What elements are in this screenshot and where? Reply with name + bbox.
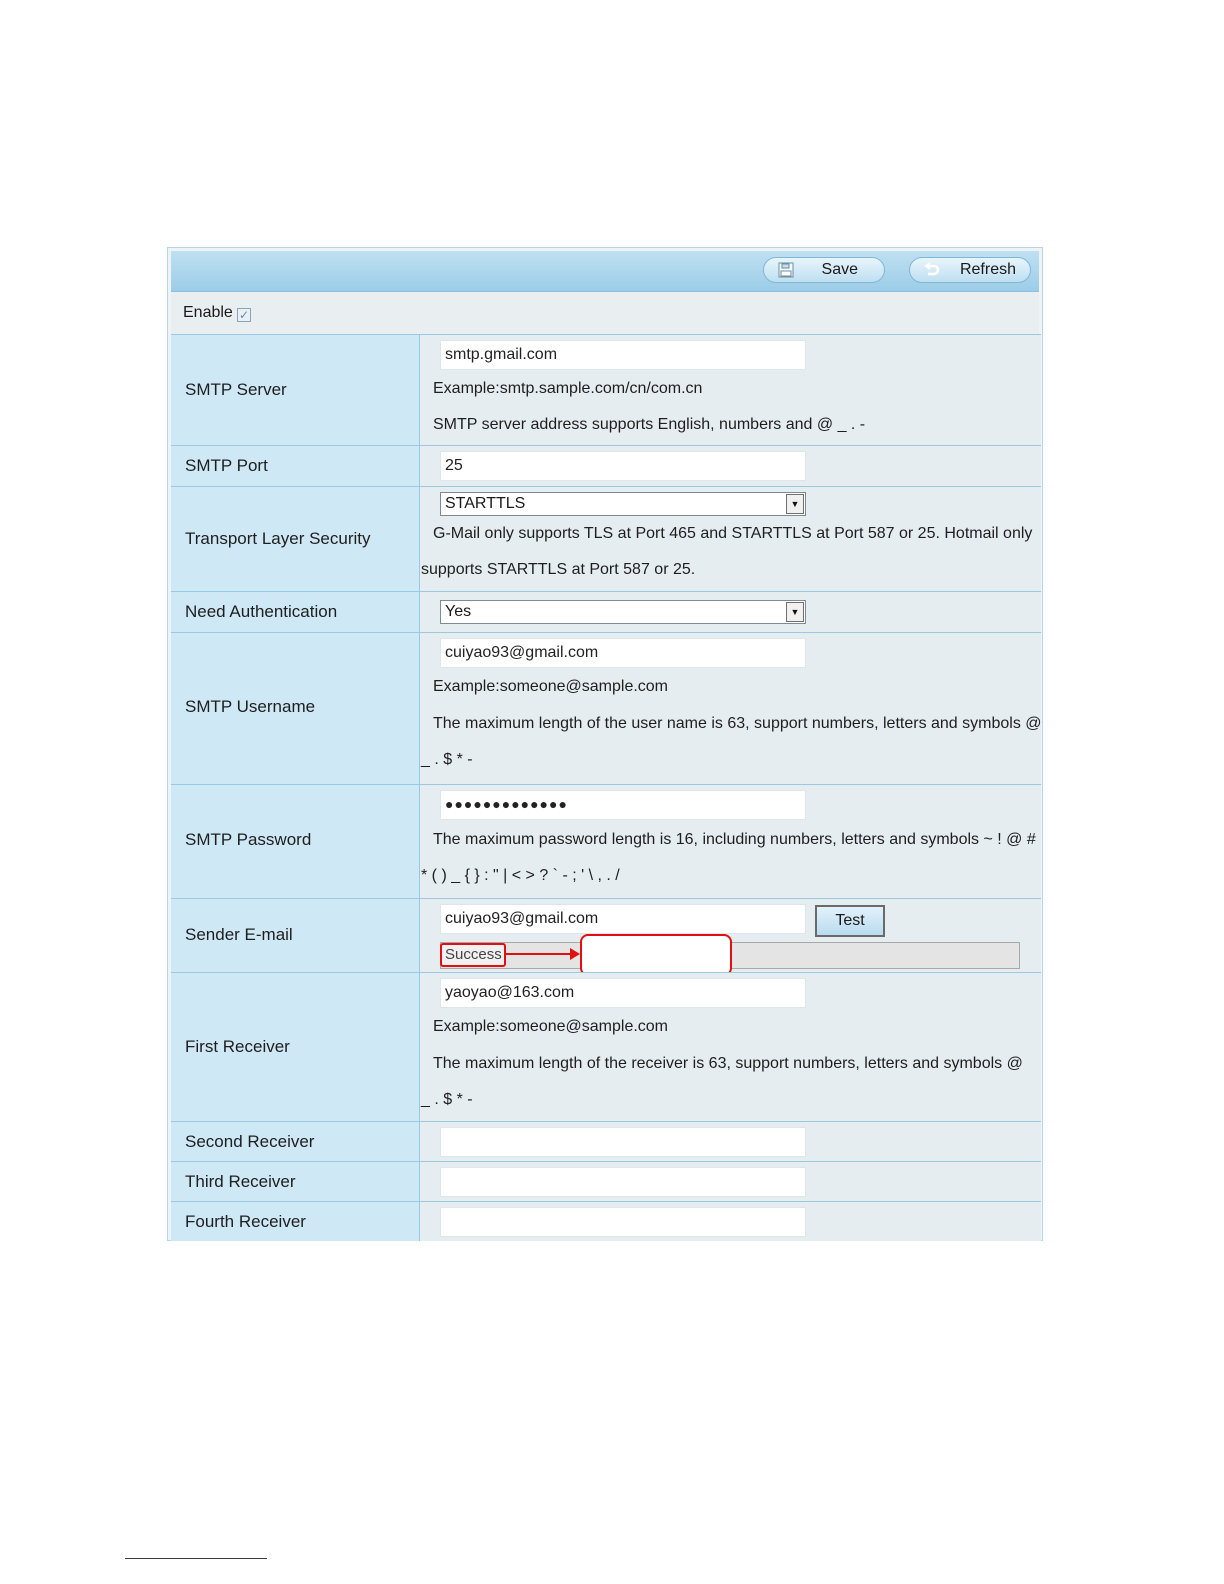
smtp-server-hint: SMTP server address supports English, numbers and @ _ . - <box>433 416 866 433</box>
refresh-label: Refresh <box>959 261 1016 278</box>
footnote-separator <box>125 1558 267 1559</box>
refresh-arrow-icon <box>924 262 940 278</box>
third-receiver-label: Third Receiver <box>185 1172 296 1191</box>
third-receiver-row <box>171 1161 1041 1202</box>
annotation-callout-box <box>580 934 732 976</box>
need-auth-label: Need Authentication <box>185 602 338 621</box>
refresh-button[interactable] <box>909 257 1031 283</box>
need-auth-row <box>171 591 1041 633</box>
test-button[interactable]: Test <box>815 905 885 937</box>
fourth-receiver-input[interactable] <box>440 1207 806 1237</box>
smtp-username-hint-line2: _ . $ * - <box>421 751 473 768</box>
need-auth-select[interactable] <box>440 600 806 624</box>
second-receiver-label: Second Receiver <box>185 1132 315 1151</box>
test-result-success: Success <box>440 943 506 967</box>
third-receiver-input[interactable] <box>440 1167 806 1197</box>
floppy-disk-icon <box>778 262 794 278</box>
second-receiver-row <box>171 1121 1041 1162</box>
first-receiver-input[interactable]: yaoyao@163.com <box>440 978 806 1008</box>
need-auth-selected: Yes <box>445 603 472 620</box>
enable-row <box>171 292 1039 334</box>
first-receiver-hint-line1: The maximum length of the receiver is 63, support numbers, letters and symbols @ <box>433 1055 1023 1072</box>
first-receiver-example: Example:someone@sample.com <box>433 1018 669 1035</box>
smtp-port-input[interactable]: 25 <box>440 451 806 481</box>
tls-hint-line1: G-Mail only supports TLS at Port 465 and STARTTLS at Port 587 or 25. Hotmail only <box>433 525 1033 542</box>
enable-label: Enable <box>183 304 233 321</box>
smtp-password-hint-line1: The maximum password length is 16, including numbers, letters and symbols ~ ! @ # <box>433 831 1036 848</box>
annotation-arrow <box>506 953 574 955</box>
sender-email-row <box>171 898 1041 973</box>
smtp-server-row <box>171 334 1041 446</box>
smtp-server-example: Example:smtp.sample.com/cn/com.cn <box>433 380 703 397</box>
smtp-username-example: Example:someone@sample.com <box>433 678 669 695</box>
smtp-password-hint-line2: * ( ) _ { } : " | < > ? ` - ; ' \ , . / <box>421 867 620 884</box>
first-receiver-hint-line2: _ . $ * - <box>421 1091 473 1108</box>
second-receiver-input[interactable] <box>440 1127 806 1157</box>
save-button[interactable] <box>763 257 885 283</box>
first-receiver-label: First Receiver <box>185 1037 290 1056</box>
smtp-username-input[interactable]: cuiyao93@gmail.com <box>440 638 806 668</box>
smtp-password-row <box>171 784 1041 899</box>
email-settings-panel <box>167 247 1043 1241</box>
tls-hint-line2: supports STARTTLS at Port 587 or 25. <box>421 561 696 578</box>
smtp-server-input[interactable]: smtp.gmail.com <box>440 340 806 370</box>
enable-checkbox[interactable]: ✓ <box>238 308 250 322</box>
smtp-password-label: SMTP Password <box>185 830 312 849</box>
sender-email-label: Sender E-mail <box>185 925 293 944</box>
chevron-down-icon[interactable]: ▼ <box>786 494 804 514</box>
fourth-receiver-label: Fourth Receiver <box>185 1212 306 1231</box>
annotation-arrow-head <box>570 948 580 960</box>
smtp-password-input[interactable]: ●●●●●●●●●●●●● <box>440 790 806 820</box>
smtp-port-label: SMTP Port <box>185 456 268 475</box>
smtp-server-label: SMTP Server <box>185 380 287 399</box>
chevron-down-icon[interactable]: ▼ <box>786 602 804 622</box>
tls-label: Transport Layer Security <box>185 529 371 548</box>
smtp-username-row <box>171 632 1041 785</box>
tls-row <box>171 486 1041 592</box>
tls-selected: STARTTLS <box>445 495 526 512</box>
tls-select[interactable] <box>440 492 806 516</box>
smtp-username-label: SMTP Username <box>185 697 316 716</box>
toolbar <box>171 251 1039 292</box>
save-label: Save <box>821 261 858 278</box>
smtp-port-row <box>171 445 1041 487</box>
sender-email-input[interactable]: cuiyao93@gmail.com <box>440 904 806 934</box>
fourth-receiver-row <box>171 1201 1041 1241</box>
first-receiver-row <box>171 972 1041 1122</box>
smtp-username-hint-line1: The maximum length of the user name is 63, support numbers, letters and symbols @ <box>433 715 1042 732</box>
